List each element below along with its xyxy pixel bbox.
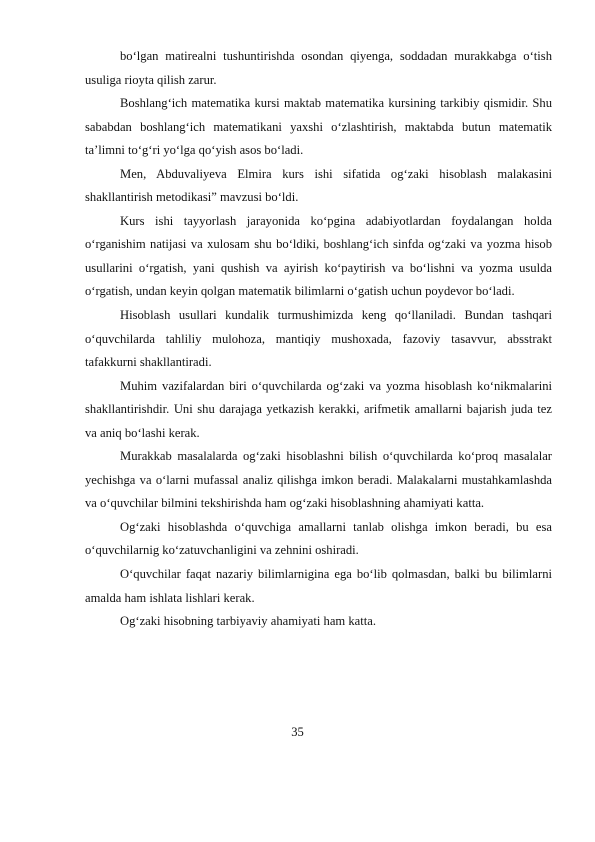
paragraph-4: Kurs ishi tayyorlash jarayonida ko‘pgina adabiyotlardan foydalangan holda o‘rganishim natijasi va xulosam shu bo‘ldiki, boshlang‘ich sinfda og‘zaki va yozma hisob usullarini o‘rgatish, yani qushish va ayirish ko‘paytirish va bo‘lishni va yozma usulda o‘rgatish, undan keyin qolgan matematik bilimlarni o‘gatish uchun poydevor bo‘ladi. — [85, 213, 552, 299]
document-body — [85, 45, 552, 634]
paragraph-1: bo‘lgan matirealni tushuntirishda osondan qiyenga, soddadan murakkabga o‘tish usuliga rioyta qilish zarur. — [85, 49, 552, 87]
page-number: 35 — [291, 725, 304, 739]
paragraph-7: Murakkab masalalarda og‘zaki hisoblashni bilish o‘quvchilarda ko‘proq masalalar yechishga va o‘larni mufassal analiz qilishga imkon beradi. Malakalarni mustahkamlashda va o‘quvchilar bilmini tekshirishda ham og‘zaki hisoblashning ahamiyati katta. — [85, 449, 552, 511]
paragraph-8: Og‘zaki hisoblashda o‘quvchiga amallarni tanlab olishga imkon beradi, bu esa o‘quvchilarnig ko‘zatuvchanligini va zehnini oshiradi. — [85, 519, 552, 558]
paragraph-3: Men, Abduvaliyeva Elmira kurs ishi sifatida og‘zaki hisoblash malakasini shakllantirish metodikasi” mavzusi bo‘ldi. — [85, 166, 552, 205]
paragraph-6: Muhim vazifalardan biri o‘quvchilarda og‘zaki va yozma hisoblash ko‘nikmalarini shakllantirishdir. Uni shu darajaga yetkazish kerakki, arifmetik amallarni bajarish juda tez va aniq bo‘lashi kerak. — [85, 378, 552, 440]
paragraph-2: Boshlang‘ich matematika kursi maktab matematika kursining tarkibiy qismidir. Shu sababdan boshlang‘ich matematikani yaxshi o‘zlashtirish, maktabda butun matematik ta’limni to‘g‘ri yo‘lga qo‘yish asos bo‘ladi. — [85, 96, 552, 158]
paragraph-10: Og‘zaki hisobning tarbiyaviy ahamiyati ham katta. — [120, 614, 377, 629]
paragraph-5: Hisoblash usullari kundalik turmushimizda keng qo‘llaniladi. Bundan tashqari o‘quvchilarda tahliliy mulohoza, mantiqiy mushoxada, fazoviy tasavvur, absstrakt tafakkurni shakllantiradi. — [85, 308, 552, 370]
paragraph-9: O‘quvchilar faqat nazariy bilimlarnigina ega bo‘lib qolmasdan, balki bu bilimlarni amalda ham ishlata lishlari kerak. — [85, 567, 552, 605]
